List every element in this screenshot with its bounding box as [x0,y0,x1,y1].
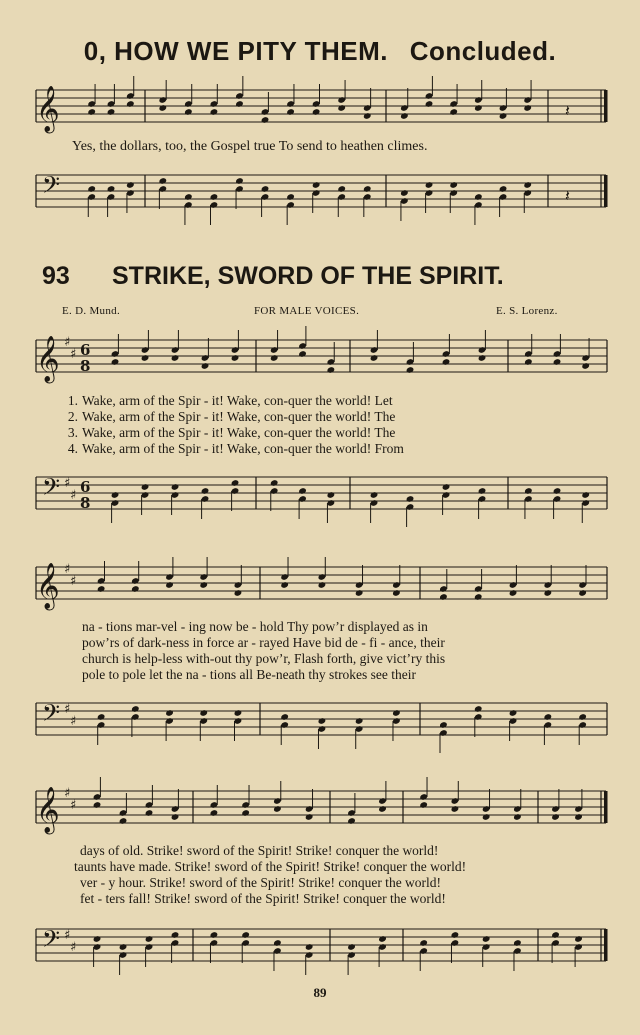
note-head [318,717,327,725]
note-head [210,931,219,939]
hymn-title: STRIKE, SWORD OF THE SPIRIT. [112,262,504,290]
note-head [93,935,102,943]
note-head [419,801,428,809]
note-head [165,709,174,717]
lyric-line: na - tions mar-vel - ing now be - hold Thy pow’r displayed as in [82,619,428,634]
key-signature: ♯ [64,786,71,801]
note-head [347,817,356,825]
rest-icon: 𝄽 [565,101,570,120]
note-head [87,108,96,116]
note-head [273,805,282,813]
final-barline [604,929,608,961]
note-head [439,593,448,601]
composer-credit: E. S. Lorenz. [496,305,558,317]
note-head [524,487,533,495]
note-head [474,705,483,713]
note-head [234,709,243,717]
note-head [241,809,250,817]
lyric-line: taunts have made. Strike! sword of the Spirit! Strike! conquer the world! [74,859,467,874]
note-head [184,108,193,116]
lyric-line: pole to pole let the na - tions all Be-neath thy strokes see their [82,667,417,682]
key-signature: ♯ [64,476,71,491]
key-signature: ♯ [70,347,77,362]
treble-clef-icon: 𝄞 [36,563,60,609]
note-head [158,104,167,112]
note-head [286,108,295,116]
note-head [499,185,508,193]
note-head [270,479,279,487]
lyric-line: pow’rs of dark-ness in force ar - rayed Have bid de - fi - ance, their [82,635,445,650]
lyric-line: fet - ters fall! Strike! sword of the Spirit! Strike! conquer the world! [80,891,446,906]
note-head [474,193,483,201]
note-head [261,185,270,193]
final-barline [604,791,608,823]
note-head [400,189,409,197]
note-head [523,181,532,189]
note-head [400,112,409,120]
note-head [442,358,451,366]
note-head [280,581,289,589]
note-head [574,813,583,821]
key-signature: ♯ [64,928,71,943]
note-head [509,709,518,717]
note-head [451,931,460,939]
note-head [107,185,116,193]
note-head [355,589,364,597]
bass-clef-icon: 𝄢 [42,699,61,732]
top-song-suffix: Concluded. [409,36,557,66]
note-head [392,589,401,597]
note-head [312,108,321,116]
note-head [97,585,106,593]
note-head [165,581,174,589]
note-head [145,935,154,943]
note-head [141,354,150,362]
note-head [509,589,518,597]
note-head [199,709,208,717]
note-head [425,100,434,108]
note-head [131,705,140,713]
note-head [513,813,522,821]
treble-clef-icon: 𝄞 [36,86,60,132]
note-head [370,354,379,362]
note-head [543,589,552,597]
note-head [93,801,102,809]
note-head [235,177,244,185]
treble-clef-icon: 𝄞 [36,787,60,833]
author-credit: E. D. Mund. [62,305,120,317]
note-head [171,483,180,491]
note-head [578,713,587,721]
note-head [327,491,336,499]
note-head [131,585,140,593]
note-head [298,350,307,358]
lyric-line: 2. Wake, arm of the Spir - it! Wake, con-quer the world! The [67,409,396,424]
note-head [363,185,372,193]
note-head [97,713,106,721]
key-signature: ♯ [64,562,71,577]
bass-clef-icon: 𝄢 [42,925,61,958]
note-head [553,487,562,495]
key-signature: ♯ [70,714,77,729]
note-head [551,813,560,821]
note-head [231,479,240,487]
note-head [312,181,321,189]
note-head [449,181,458,189]
page-number: 89 [313,985,327,1000]
note-head [439,721,448,729]
note-head [184,193,193,201]
note-head [513,939,522,947]
rest-icon: 𝄽 [565,186,570,205]
note-head [449,108,458,116]
note-head [578,589,587,597]
note-head [337,185,346,193]
note-head [451,805,460,813]
note-head [551,931,560,939]
final-barline [604,90,608,122]
note-head [210,193,219,201]
voices-note: FOR MALE VOICES. [254,305,360,317]
note-head [171,354,180,362]
note-head [111,491,120,499]
note-head [378,805,387,813]
note-head [478,354,487,362]
lyric-line: 3. Wake, arm of the Spir - it! Wake, con-quer the world! The [67,425,396,440]
note-head [406,366,415,374]
note-head [231,354,240,362]
key-signature: ♯ [70,574,77,589]
top-song-title: 0, HOW WE PITY THEM. [83,36,388,66]
note-head [370,491,379,499]
note-head [478,487,487,495]
lyric-line: days of old. Strike! sword of the Spirit! Strike! conquer the world! [80,843,439,858]
key-signature: ♯ [70,940,77,955]
note-head [378,935,387,943]
note-head [482,935,491,943]
note-head [107,108,116,116]
note-head [126,181,135,189]
final-barline [604,175,608,207]
note-head [158,177,167,185]
note-head [327,366,336,374]
note-head [286,193,295,201]
note-head [392,709,401,717]
top-song-header [0,36,640,67]
note-head [474,104,483,112]
note-head [298,487,307,495]
note-head [574,935,583,943]
time-signature: 8 [80,357,91,375]
note-head [261,116,270,124]
note-head [355,717,364,725]
bass-clef-icon: 𝄢 [42,171,61,204]
note-head [126,100,135,108]
note-head [201,362,210,370]
note-head [171,931,180,939]
bass-clef-icon: 𝄢 [42,473,61,506]
lyric-line: ver - y hour. Strike! sword of the Spirit! Strike! conquer the world! [80,875,442,890]
lyric-line: 4. Wake, arm of the Spir - it! Wake, con-quer the world! From [67,441,404,456]
hymn-number: 93 [42,262,70,290]
note-head [581,362,590,370]
note-head [119,943,128,951]
time-signature: 8 [80,494,91,512]
lyric-line: church is help-less with-out thy pow’r, Flash forth, give vict’ry this [82,651,446,666]
note-head [347,943,356,951]
time-signature: 6 [80,341,91,359]
note-head [199,581,208,589]
time-signature: 6 [80,478,91,496]
note-head [210,809,219,817]
note-head [273,939,282,947]
note-head [235,100,244,108]
note-head [406,495,415,503]
note-head [523,104,532,112]
note-head [524,358,533,366]
note-head [543,713,552,721]
note-head [337,104,346,112]
note-head [305,943,314,951]
note-head [442,483,451,491]
key-signature: ♯ [70,488,77,503]
note-head [241,931,250,939]
note-head [119,817,128,825]
note-head [499,112,508,120]
note-head [425,181,434,189]
key-signature: ♯ [64,702,71,717]
note-head [363,112,372,120]
top-song-lyric: Yes, the dollars, too, the Gospel true To send to heathen climes. [72,139,428,154]
note-head [474,593,483,601]
note-head [210,108,219,116]
note-head [270,354,279,362]
note-head [87,185,96,193]
key-signature: ♯ [64,335,71,350]
treble-clef-icon: 𝄞 [36,336,60,382]
note-head [234,589,243,597]
note-head [482,813,491,821]
note-head [318,581,327,589]
note-head [280,713,289,721]
note-head [553,358,562,366]
key-signature: ♯ [70,798,77,813]
note-head [305,813,314,821]
note-head [419,939,428,947]
note-head [141,483,150,491]
lyric-line: 1. Wake, arm of the Spir - it! Wake, con-quer the world! Let [67,393,393,408]
note-head [171,813,180,821]
note-head [111,358,120,366]
note-head [581,491,590,499]
note-head [201,487,210,495]
note-head [145,809,154,817]
